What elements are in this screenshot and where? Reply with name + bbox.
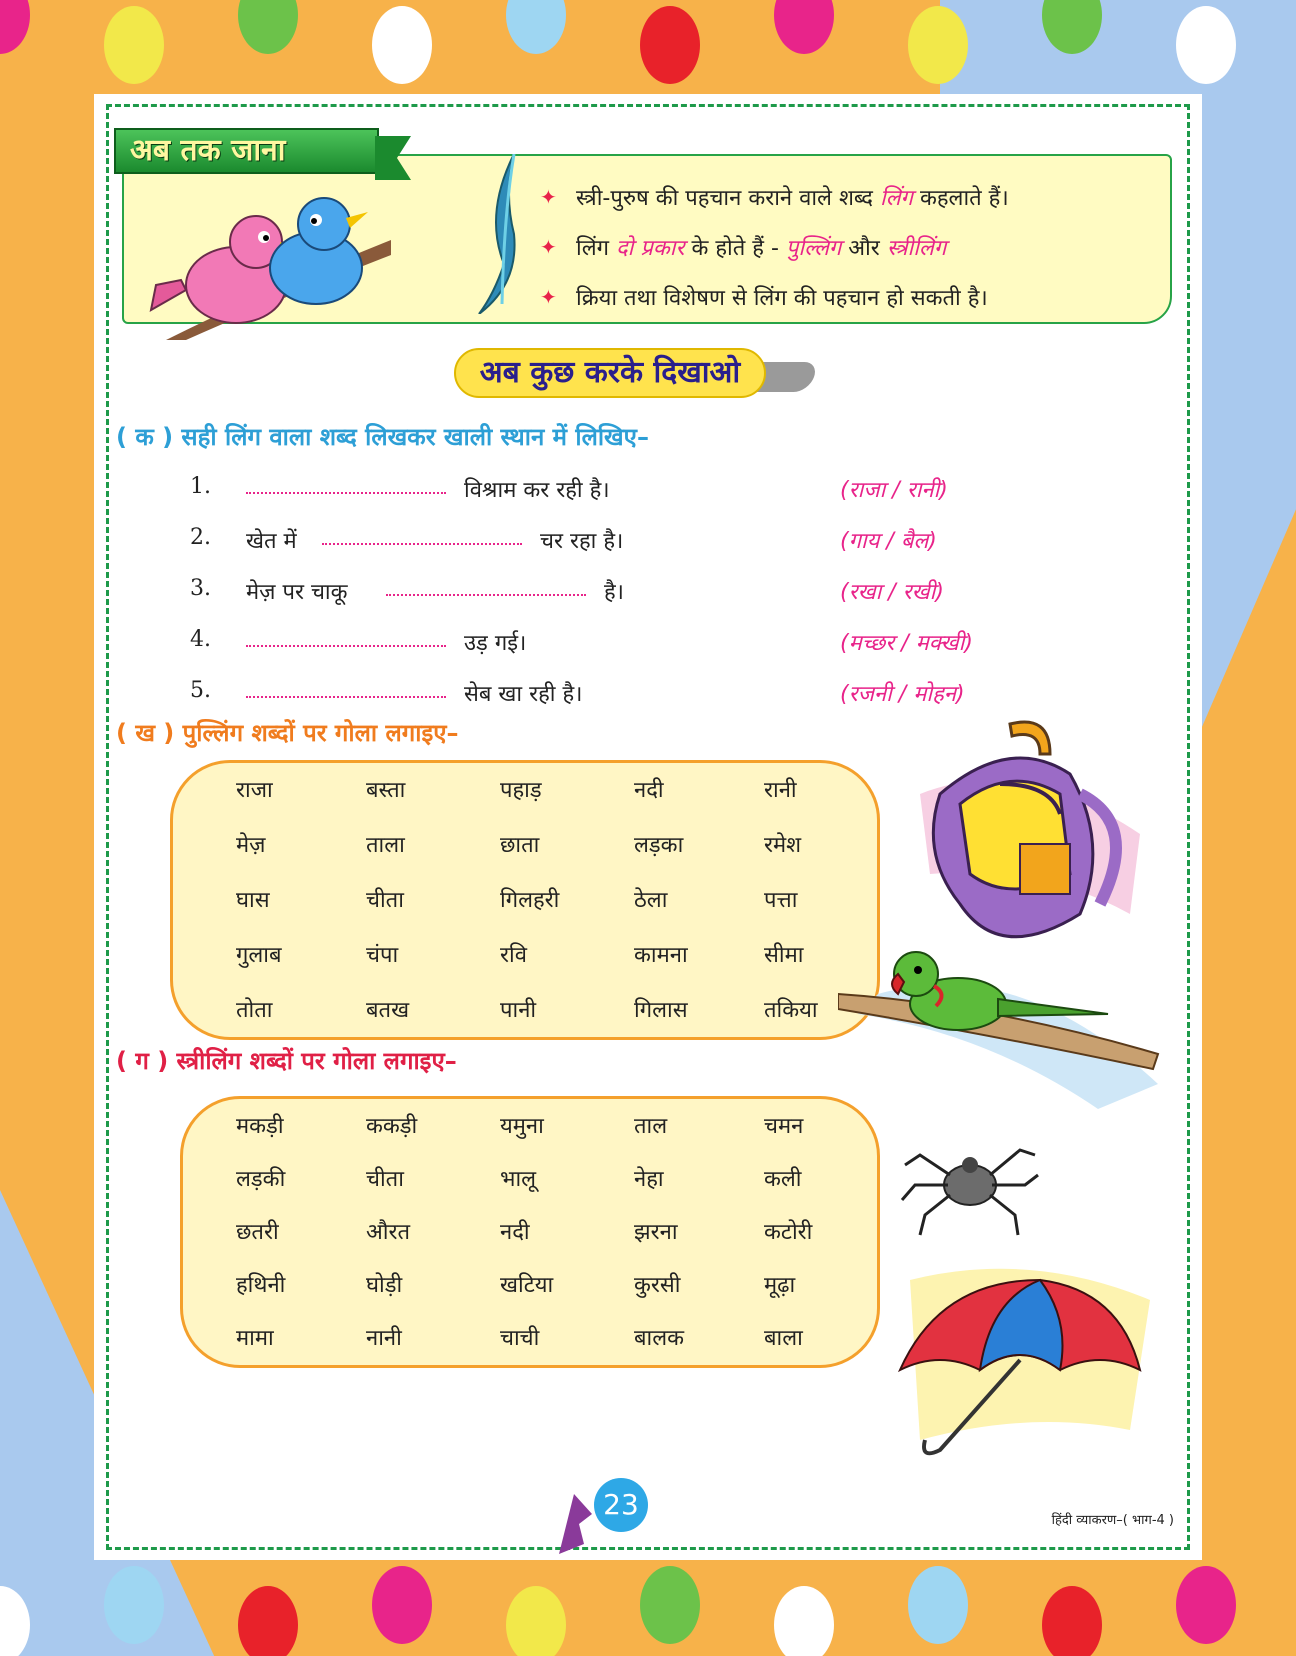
circle-word[interactable]: पत्ता bbox=[764, 888, 798, 913]
answer-options: (रखा / रखी) bbox=[840, 580, 944, 605]
spider-icon bbox=[900, 1130, 1040, 1240]
star-bullet-icon: ✦ bbox=[540, 185, 557, 209]
circle-word[interactable]: चमन bbox=[764, 1114, 804, 1139]
star-bullet-icon: ✦ bbox=[540, 235, 557, 259]
circle-word[interactable]: ठेला bbox=[634, 888, 668, 913]
circle-word[interactable]: कामना bbox=[634, 943, 688, 968]
circle-word[interactable]: बतख bbox=[366, 998, 410, 1023]
question-row bbox=[190, 678, 990, 718]
answer-blank[interactable] bbox=[246, 474, 446, 494]
question-row bbox=[190, 474, 990, 514]
circle-word[interactable]: मामा bbox=[236, 1326, 274, 1351]
section-kha-heading: ( ख ) पुल्लिंग शब्दों पर गोला लगाइए– bbox=[116, 719, 459, 747]
question-text-after: चर रहा है। bbox=[540, 529, 624, 554]
circle-word[interactable]: झरना bbox=[634, 1220, 678, 1245]
circle-word[interactable]: चीता bbox=[366, 888, 404, 913]
circle-word[interactable]: नानी bbox=[366, 1326, 402, 1351]
circle-word[interactable]: पानी bbox=[500, 998, 537, 1023]
circle-word[interactable]: भालू bbox=[500, 1167, 537, 1192]
parrot-icon bbox=[838, 934, 1168, 1114]
decorative-dot bbox=[506, 1586, 566, 1656]
circle-word[interactable]: बालक bbox=[634, 1326, 685, 1351]
question-text-after: उड़ गई। bbox=[464, 631, 527, 656]
decorative-dot bbox=[238, 1586, 298, 1656]
circle-word[interactable]: रवि bbox=[500, 943, 527, 968]
page-number-ribbon-icon bbox=[554, 1484, 594, 1554]
circle-word[interactable]: औरत bbox=[366, 1220, 411, 1245]
question-row bbox=[190, 576, 990, 616]
circle-word[interactable]: तकिया bbox=[764, 998, 818, 1023]
decorative-dot bbox=[1176, 1566, 1236, 1644]
question-number: 3. bbox=[190, 576, 211, 601]
decorative-dot bbox=[372, 1566, 432, 1644]
decorative-dot bbox=[238, 0, 298, 54]
circle-word[interactable]: राजा bbox=[236, 778, 273, 803]
answer-options: (रजनी / मोहन) bbox=[840, 682, 965, 707]
answer-options: (राजा / रानी) bbox=[840, 478, 948, 503]
circle-word[interactable]: कटोरी bbox=[764, 1220, 813, 1245]
summary-text: क्रिया तथा विशेषण से लिंग की पहचान हो सकती है। bbox=[576, 286, 988, 311]
activity-title: अब कुछ करके दिखाओ bbox=[454, 348, 766, 398]
decorative-dot bbox=[908, 6, 968, 84]
question-text-after: सेब खा रही है। bbox=[464, 682, 583, 707]
decorative-dot bbox=[0, 1586, 30, 1656]
question-text-after: है। bbox=[604, 580, 625, 605]
circle-word[interactable]: छतरी bbox=[236, 1220, 279, 1245]
circle-word[interactable]: मकड़ी bbox=[236, 1114, 284, 1139]
circle-word[interactable]: बाला bbox=[764, 1326, 803, 1351]
summary-text: लिंग दो प्रकार के होते हैं - पुल्लिंग और स्त्रीलिंग bbox=[576, 236, 947, 261]
star-bullet-icon: ✦ bbox=[540, 285, 557, 309]
circle-word[interactable]: घास bbox=[236, 888, 270, 913]
circle-word[interactable]: गिलहरी bbox=[500, 888, 560, 913]
umbrella-icon bbox=[880, 1260, 1170, 1460]
circle-word[interactable]: मूढ़ा bbox=[764, 1273, 796, 1298]
circle-word[interactable]: चीता bbox=[366, 1167, 404, 1192]
circle-word[interactable]: कुरसी bbox=[634, 1273, 681, 1298]
question-text-before: मेज़ पर चाकू bbox=[246, 580, 348, 605]
page-number: 23 bbox=[594, 1478, 648, 1532]
question-number: 4. bbox=[190, 627, 211, 652]
answer-options: (गाय / बैल) bbox=[840, 529, 937, 554]
circle-word[interactable]: खटिया bbox=[500, 1273, 554, 1298]
circle-word[interactable]: रानी bbox=[764, 778, 797, 803]
circle-word[interactable]: गुलाब bbox=[236, 943, 282, 968]
worksheet-page bbox=[94, 94, 1202, 1560]
circle-word[interactable]: यमुना bbox=[500, 1114, 544, 1139]
summary-item bbox=[540, 222, 1160, 272]
section-ga-heading: ( ग ) स्त्रीलिंग शब्दों पर गोला लगाइए– bbox=[116, 1047, 457, 1075]
decorative-dot bbox=[908, 1566, 968, 1644]
decorative-dots-bottom bbox=[0, 1556, 1296, 1656]
answer-blank[interactable] bbox=[386, 576, 586, 596]
circle-word[interactable]: नदी bbox=[634, 778, 664, 803]
circle-word[interactable]: रमेश bbox=[764, 833, 802, 858]
question-row bbox=[190, 627, 990, 667]
decorative-dot bbox=[1042, 1586, 1102, 1656]
decorative-dot bbox=[774, 0, 834, 54]
birds-illustration bbox=[146, 190, 396, 340]
circle-word[interactable]: चाची bbox=[500, 1326, 540, 1351]
decorative-dots-top bbox=[0, 0, 1296, 100]
decorative-dot bbox=[774, 1586, 834, 1656]
decorative-dot bbox=[104, 6, 164, 84]
circle-word[interactable]: पहाड़ bbox=[500, 778, 542, 803]
summary-list bbox=[540, 172, 1160, 322]
circle-word[interactable]: हथिनी bbox=[236, 1273, 286, 1298]
decorative-dot bbox=[1176, 6, 1236, 84]
circle-word[interactable]: चंपा bbox=[366, 943, 399, 968]
circle-word[interactable]: कली bbox=[764, 1167, 802, 1192]
question-row bbox=[190, 525, 990, 565]
circle-word[interactable]: बस्ता bbox=[366, 778, 406, 803]
question-number: 1. bbox=[190, 474, 211, 499]
question-number: 2. bbox=[190, 525, 211, 550]
circle-word[interactable]: गिलास bbox=[634, 998, 688, 1023]
summary-item bbox=[540, 172, 1160, 222]
circle-word[interactable]: नदी bbox=[500, 1220, 530, 1245]
question-text-before: खेत में bbox=[246, 529, 297, 554]
book-footer: हिंदी व्याकरण–( भाग-4 ) bbox=[1051, 1513, 1174, 1528]
summary-ribbon-title: अब तक जाना bbox=[114, 128, 379, 174]
circle-word[interactable]: ताला bbox=[366, 833, 405, 858]
circle-word[interactable]: मेज़ bbox=[236, 833, 266, 858]
leaf-divider-icon bbox=[474, 154, 534, 314]
question-number: 5. bbox=[190, 678, 211, 703]
answer-blank[interactable] bbox=[246, 627, 446, 647]
decorative-dot bbox=[506, 0, 566, 54]
circle-word[interactable]: सीमा bbox=[764, 943, 804, 968]
decorative-dot bbox=[104, 1566, 164, 1644]
decorative-dot bbox=[640, 6, 700, 84]
summary-text: स्त्री-पुरुष की पहचान कराने वाले शब्द लिंग कहलाते हैं। bbox=[576, 186, 1009, 211]
answer-options: (मच्छर / मक्खी) bbox=[840, 631, 973, 656]
summary-item bbox=[540, 272, 1160, 322]
question-text-after: विश्राम कर रही है। bbox=[464, 478, 610, 503]
section-ka-heading: ( क ) सही लिंग वाला शब्द लिखकर खाली स्थान में लिखिए– bbox=[116, 423, 649, 451]
circle-word[interactable]: तोता bbox=[236, 998, 273, 1023]
circle-word[interactable]: लड़की bbox=[236, 1167, 286, 1192]
decorative-dot bbox=[372, 6, 432, 84]
circle-word[interactable]: ककड़ी bbox=[366, 1114, 418, 1139]
circle-word[interactable]: छाता bbox=[500, 833, 540, 858]
decorative-dot bbox=[0, 0, 30, 54]
circle-word[interactable]: लड़का bbox=[634, 833, 684, 858]
circle-word[interactable]: नेहा bbox=[634, 1167, 664, 1192]
answer-blank[interactable] bbox=[322, 525, 522, 545]
circle-word[interactable]: घोड़ी bbox=[366, 1273, 403, 1298]
decorative-dot bbox=[1042, 0, 1102, 54]
decorative-dot bbox=[640, 1566, 700, 1644]
circle-word[interactable]: ताल bbox=[634, 1114, 668, 1139]
answer-blank[interactable] bbox=[246, 678, 446, 698]
